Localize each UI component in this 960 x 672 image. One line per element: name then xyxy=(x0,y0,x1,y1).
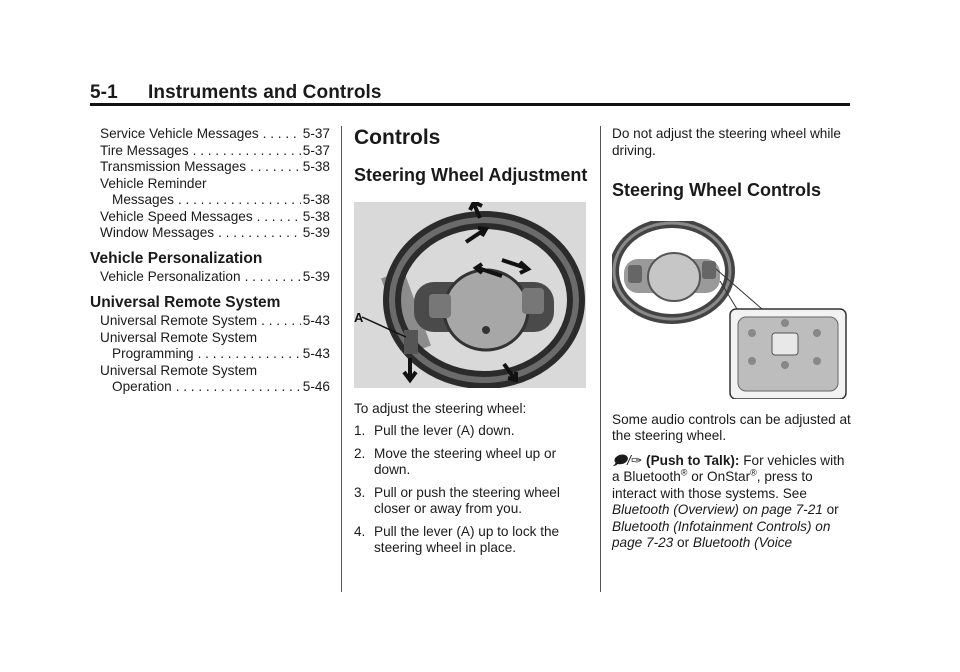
toc-leader xyxy=(253,209,301,226)
step-number: 3. xyxy=(354,484,366,500)
toc-section-personalization[interactable]: Vehicle Personalization xyxy=(90,249,263,267)
header-rule xyxy=(90,103,850,106)
toc-page-number: 5-37 xyxy=(302,126,330,141)
toc-leader xyxy=(241,269,301,286)
toc-entry[interactable] xyxy=(90,363,330,380)
page-number: 5-1 xyxy=(90,82,118,103)
column-divider-1 xyxy=(341,126,342,592)
steering-controls-figure xyxy=(612,221,852,404)
toc-leader xyxy=(194,346,301,363)
adjust-step xyxy=(354,524,589,557)
toc-entry-title: Vehicle Personalization xyxy=(100,269,241,284)
chapter-title: Instruments and Controls xyxy=(148,82,382,103)
toc-page-number: 5-43 xyxy=(302,313,330,328)
toc-entry[interactable] xyxy=(90,159,330,176)
callout-a: A xyxy=(354,310,364,325)
toc-entry[interactable] xyxy=(90,379,330,396)
step-text: Move the steering wheel up or down. xyxy=(374,445,557,477)
steering-controls-column xyxy=(612,126,852,552)
toc-entry-title: Transmission Messages xyxy=(100,159,247,174)
adjust-step xyxy=(354,485,589,518)
controls-intro: Some audio controls can be adjusted at the steering wheel. xyxy=(612,411,851,443)
toc-leader xyxy=(246,159,301,176)
step-number: 1. xyxy=(354,423,366,438)
adjust-steps xyxy=(354,423,589,557)
ptt-text-2: or OnStar xyxy=(687,469,751,484)
toc-entry-title: Vehicle Speed Messages xyxy=(100,208,253,224)
ptt-or-1: or xyxy=(822,502,839,517)
toc-page-number: 5-38 xyxy=(302,208,330,224)
toc-leader xyxy=(259,126,301,143)
toc-entry[interactable] xyxy=(90,209,330,226)
toc-entry-title: Messages xyxy=(112,192,174,207)
toc-entry[interactable] xyxy=(90,176,330,193)
push-to-talk-label: (Push to Talk): xyxy=(646,452,740,468)
subsection-title-controls: Steering Wheel Controls xyxy=(612,180,822,200)
registered-mark: ® xyxy=(750,467,757,478)
toc-page-number: 5-38 xyxy=(302,159,330,174)
adjust-warning: Do not adjust the steering wheel while driving. xyxy=(612,126,841,158)
ref-bluetooth-infotainment[interactable]: Bluetooth (Infotainment Controls) on page 7-23 xyxy=(612,518,831,550)
ptt-text-3: , press to interact with those systems. See xyxy=(612,469,813,501)
toc-entry-title: Universal Remote System xyxy=(100,329,258,345)
toc-page-number: 5-39 xyxy=(302,269,330,284)
toc-entry-title: Operation xyxy=(112,379,172,394)
toc-entry[interactable] xyxy=(90,313,330,330)
toc-entry[interactable] xyxy=(90,192,330,209)
toc-entry-title: Universal Remote System xyxy=(100,362,258,378)
section-title-controls: Controls xyxy=(354,126,441,149)
subsection-title-adjustment: Steering Wheel Adjustment xyxy=(354,165,588,185)
toc-leader xyxy=(174,192,301,209)
step-text: Pull or push the steering wheel closer or away from you. xyxy=(374,484,560,516)
toc-entry-title: Programming xyxy=(112,346,194,361)
step-number: 2. xyxy=(354,445,366,461)
step-text: Pull the lever (A) up to lock the steering wheel in place. xyxy=(374,523,560,555)
toc-leader xyxy=(172,379,301,396)
toc-column xyxy=(90,126,330,396)
toc-leader xyxy=(257,313,301,330)
ptt-or-2: or xyxy=(673,535,693,550)
toc-list-remote xyxy=(90,313,330,396)
toc-entry-title: Service Vehicle Messages xyxy=(100,126,259,141)
push-to-talk-icon: 🗩/✑ xyxy=(612,452,643,468)
step-number: 4. xyxy=(354,523,366,539)
ref-bluetooth-voice[interactable]: Bluetooth (Voice xyxy=(692,535,793,550)
adjust-step xyxy=(354,423,589,440)
toc-page-number: 5-43 xyxy=(302,346,330,361)
adjust-step xyxy=(354,446,589,479)
toc-list-personalization xyxy=(90,269,330,286)
toc-leader xyxy=(189,143,301,160)
toc-page-number: 5-39 xyxy=(302,225,330,240)
toc-entry[interactable] xyxy=(90,143,330,160)
registered-mark: ® xyxy=(680,467,688,478)
toc-entry-title: Vehicle Reminder xyxy=(100,175,207,191)
step-text: Pull the lever (A) down. xyxy=(374,423,515,438)
push-to-talk-description xyxy=(612,453,852,552)
toc-entry[interactable] xyxy=(90,330,330,347)
toc-leader xyxy=(214,225,301,242)
toc-entry[interactable] xyxy=(90,346,330,363)
page-header xyxy=(90,82,382,104)
toc-section-remote[interactable]: Universal Remote System xyxy=(90,293,281,311)
toc-entry-title: Window Messages xyxy=(100,225,215,240)
controls-column xyxy=(354,126,589,557)
toc-entry[interactable] xyxy=(90,126,330,143)
toc-page-number: 5-46 xyxy=(302,379,330,394)
toc-entry-title: Tire Messages xyxy=(100,142,189,158)
steering-wheel-controls-illustration xyxy=(612,221,848,399)
ptt-text-1: For vehicles with a Bluetooth xyxy=(612,452,845,484)
toc-page-number: 5-38 xyxy=(302,192,330,207)
toc-entry-title: Universal Remote System xyxy=(100,313,258,328)
steering-wheel-adjustment-illustration xyxy=(354,202,586,388)
toc-page-number: 5-37 xyxy=(302,142,330,158)
steering-adjustment-figure xyxy=(354,202,589,393)
toc-entry[interactable] xyxy=(90,225,330,242)
column-divider-2 xyxy=(600,126,601,592)
toc-list-messages xyxy=(90,126,330,242)
adjust-intro: To adjust the steering wheel: xyxy=(354,400,527,416)
ref-bluetooth-overview[interactable]: Bluetooth (Overview) on page 7-21 xyxy=(612,502,823,517)
toc-entry[interactable] xyxy=(90,269,330,286)
